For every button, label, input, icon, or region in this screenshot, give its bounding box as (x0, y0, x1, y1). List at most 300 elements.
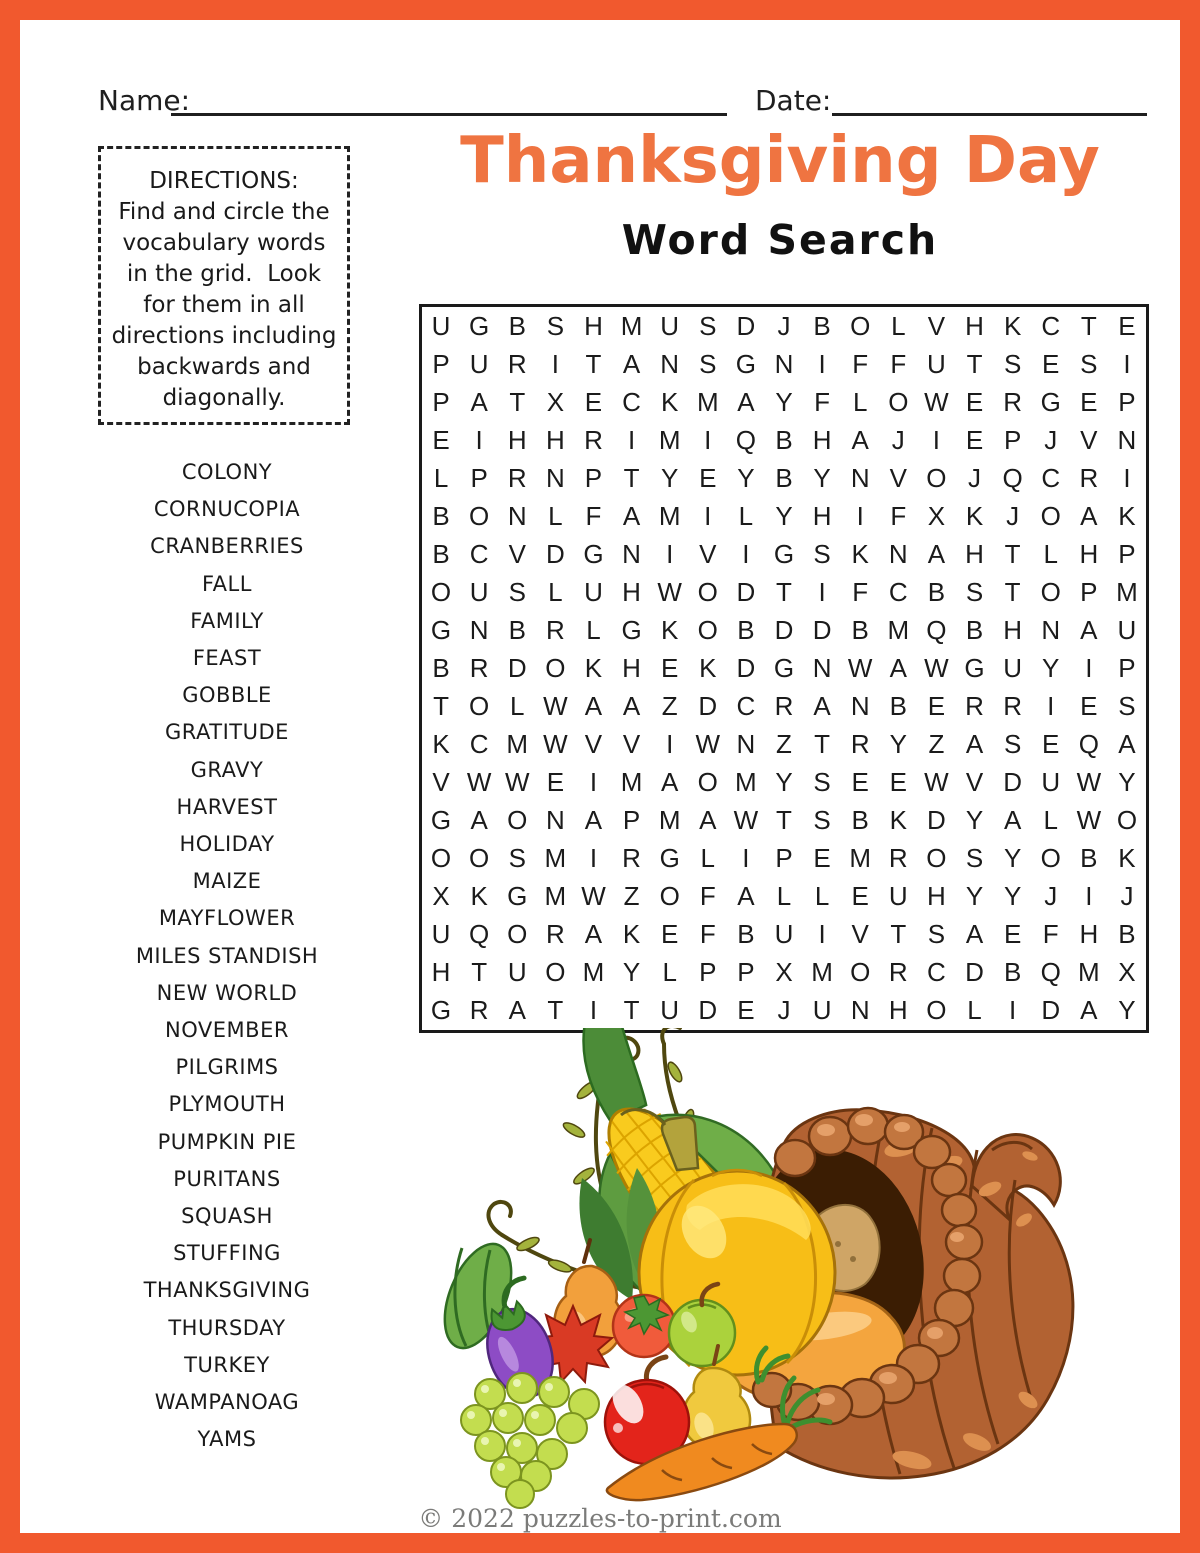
grid-cell: A (813, 691, 831, 722)
grid-cell: H (888, 995, 908, 1026)
word-list-item: FAMILY (190, 608, 264, 633)
grid-cell: E (1080, 691, 1098, 722)
grid-cell: N (469, 614, 489, 645)
grid-cell: I (1123, 348, 1131, 379)
grid-cell: Y (661, 462, 679, 493)
grid-cell: N (545, 462, 565, 493)
grid-cell: O (469, 500, 490, 531)
grid-cell: D (507, 652, 527, 683)
grid-cell: I (1047, 691, 1055, 722)
word-list-item: PUMPKIN PIE (157, 1129, 297, 1154)
grid-cell: J (968, 462, 982, 493)
grid-cell: R (774, 691, 794, 722)
grid-cell: D (545, 538, 565, 569)
grid-cell: H (431, 957, 451, 988)
grid-cell: C (888, 576, 908, 607)
grid-cell: I (475, 424, 483, 455)
grid-cell: X (1118, 957, 1136, 988)
grid-cell: I (742, 843, 750, 874)
grid-cell: E (432, 424, 450, 455)
grid-cell: O (430, 576, 452, 607)
grid-cell: O (507, 805, 528, 836)
grid-cell: W (733, 805, 759, 836)
grid-cell: R (545, 614, 565, 645)
directions-line: backwards and (137, 354, 311, 380)
grid-cell: Y (1118, 995, 1136, 1026)
grid-cell: R (1003, 386, 1023, 417)
cornucopia-illustration (432, 1028, 1102, 1510)
grid-cell: B (851, 805, 869, 836)
grid-cell: I (666, 729, 674, 760)
grid-cell: N (888, 538, 908, 569)
grid-cell: O (888, 386, 909, 417)
page-subtitle: Word Search (621, 216, 939, 264)
directions-body (101, 197, 347, 414)
grid-cell: T (623, 462, 640, 493)
grid-cell: R (469, 652, 489, 683)
word-list-item: WAMPANOAG (154, 1390, 300, 1415)
grid-cell: L (967, 995, 982, 1026)
directions-line: for them in all (143, 292, 305, 318)
grid-cell: I (589, 767, 598, 798)
grid-cell: B (432, 500, 450, 531)
grid-cell: D (927, 805, 946, 836)
grid-cell: B (927, 576, 946, 607)
grid-cell: I (742, 538, 750, 569)
grid-cell: X (432, 881, 450, 912)
grid-cell: I (1085, 881, 1093, 912)
grid-cell: I (818, 919, 826, 950)
grid-cell: Y (775, 767, 793, 798)
grid-cell: U (660, 995, 680, 1026)
footer-credit: © 2022 puzzles-to-print.com (418, 1504, 782, 1533)
word-list-item: PLYMOUTH (168, 1092, 286, 1117)
grid-cell: O (1040, 576, 1061, 607)
grid-cell: R (850, 729, 870, 760)
grid-cell: H (622, 652, 641, 683)
grid-cell: B (889, 691, 907, 722)
grid-cell: S (813, 538, 831, 569)
grid-cell: E (965, 386, 984, 417)
grid-cell: P (1118, 538, 1136, 569)
grid-cell: W (1076, 805, 1102, 836)
grid-cell: Q (1002, 462, 1023, 493)
grid-cell: X (546, 386, 565, 417)
grid-cell: K (661, 386, 679, 417)
grid-cell: R (1079, 462, 1099, 493)
grid-cell: H (965, 310, 984, 341)
grid-cell: M (658, 805, 681, 836)
grid-cell: O (1040, 843, 1061, 874)
grid-cell: X (775, 957, 793, 988)
grid-cell: W (657, 576, 682, 607)
grid-cell: A (1080, 614, 1098, 645)
grid-cell: D (774, 614, 794, 645)
grid-cell: E (927, 691, 946, 722)
grid-cell: G (1040, 386, 1061, 417)
grid-cell: Y (737, 462, 755, 493)
grid-cell: O (697, 614, 718, 645)
grid-cell: S (1118, 691, 1136, 722)
grid-cell: G (773, 538, 795, 569)
grid-cell: G (430, 614, 452, 645)
grid-cell: N (850, 462, 870, 493)
grid-cell: H (965, 538, 984, 569)
grid-cell: H (812, 424, 832, 455)
grid-cell: C (469, 538, 489, 569)
grid-cell: I (551, 348, 559, 379)
word-list-item: PURITANS (173, 1166, 281, 1191)
date-label: Date: (755, 84, 832, 117)
grid-cell: A (1003, 805, 1022, 836)
grid-cell: Y (965, 805, 984, 836)
grid-cell: G (735, 348, 756, 379)
word-list-item: PILGRIMS (175, 1055, 279, 1080)
word-list-item: GRATITUDE (165, 720, 289, 745)
grid-cell: P (432, 386, 450, 417)
grid-cell: A (699, 805, 717, 836)
grid-cell: U (1041, 767, 1061, 798)
grid-cell: F (585, 500, 602, 531)
grid-cell: K (1003, 310, 1022, 341)
grid-cell: N (774, 348, 794, 379)
grid-cell: A (965, 919, 984, 950)
grid-cell: O (697, 576, 718, 607)
grid-cell: Z (928, 729, 945, 760)
grid-cell: Q (1040, 957, 1061, 988)
grid-cell: E (546, 767, 565, 798)
grid-cell: W (1076, 767, 1102, 798)
grid-cell: P (584, 462, 603, 493)
grid-cell: L (548, 500, 563, 531)
grid-cell: W (504, 767, 530, 798)
grid-cell: P (1080, 576, 1098, 607)
grid-cell: E (1080, 386, 1098, 417)
grid-cell: W (924, 386, 949, 417)
grid-cell: J (1120, 881, 1134, 912)
grid-cell: I (856, 500, 864, 531)
grid-cell: G (583, 538, 604, 569)
grid-cell: E (1003, 919, 1022, 950)
grid-cell: Y (965, 881, 984, 912)
grid-cell: Y (1003, 843, 1022, 874)
name-label: Name: (98, 84, 191, 117)
grid-cell: R (965, 691, 984, 722)
grid-cell: Q (469, 919, 490, 950)
grid-cell: L (738, 500, 754, 531)
grid-cell: I (818, 576, 826, 607)
grid-cell: I (589, 843, 598, 874)
grid-cell: O (926, 995, 947, 1026)
grid-cell: G (964, 652, 985, 683)
grid-cell: O (507, 919, 528, 950)
grid-cell: B (775, 462, 793, 493)
grid-cell: M (544, 881, 567, 912)
grid-cell: B (851, 614, 869, 645)
grid-cell: T (890, 919, 907, 950)
directions-line: in the grid. Look (126, 261, 322, 287)
grid-cell: R (469, 995, 489, 1026)
grid-cell: O (926, 843, 947, 874)
grid-cell: E (661, 652, 679, 683)
grid-cell: O (469, 843, 490, 874)
grid-cell: E (965, 424, 984, 455)
grid-cell: D (698, 691, 718, 722)
grid-cell: V (508, 538, 526, 569)
grid-cell: G (659, 843, 680, 874)
grid-cell: W (543, 729, 568, 760)
grid-cell: I (704, 500, 712, 531)
grid-cell: P (775, 843, 793, 874)
grid-cell: O (1040, 500, 1061, 531)
grid-cell: Z (776, 729, 792, 760)
grid-cell: A (851, 424, 869, 455)
grid-cell: A (470, 386, 488, 417)
grid-cell: T (1004, 538, 1021, 569)
grid-cell: M (811, 957, 833, 988)
grid-cell: O (545, 957, 566, 988)
grid-cell: H (1003, 614, 1023, 645)
grid-cell: W (543, 691, 568, 722)
grid-cell: M (849, 843, 872, 874)
grid-cell: T (776, 805, 792, 836)
grid-cell: B (775, 424, 793, 455)
grid-cell: A (737, 881, 755, 912)
grid-cell: I (1085, 652, 1093, 683)
grid-cell: J (891, 424, 905, 455)
grid-cell: M (735, 767, 757, 798)
grid-cell: T (433, 691, 449, 722)
grid-cell: S (813, 767, 831, 798)
grid-cell: P (432, 348, 450, 379)
grid-cell: U (812, 995, 832, 1026)
grid-cell: M (620, 310, 643, 341)
grid-cell: G (430, 805, 452, 836)
grid-cell: M (506, 729, 529, 760)
word-list-item: GOBBLE (182, 683, 272, 708)
grid-cell: C (1041, 310, 1061, 341)
grid-cell: U (469, 348, 489, 379)
grid-cell: R (507, 348, 527, 379)
grid-cell: V (432, 767, 450, 798)
grid-cell: L (852, 386, 868, 417)
grid-cell: Y (622, 957, 641, 988)
grid-cell: V (584, 729, 603, 760)
grid-cell: D (736, 652, 756, 683)
grid-cell: B (432, 652, 450, 683)
grid-cell: W (847, 652, 873, 683)
grid-cell: J (777, 310, 791, 341)
grid-cell: L (891, 310, 906, 341)
grid-cell: D (1041, 995, 1061, 1026)
word-list-item: GRAVY (190, 757, 264, 782)
grid-cell: G (507, 881, 528, 912)
grid-cell: M (1078, 957, 1100, 988)
grid-cell: A (470, 805, 488, 836)
word-list-item: FALL (202, 571, 252, 596)
grid-cell: U (507, 957, 527, 988)
grid-cell: U (584, 576, 603, 607)
grid-cell: F (814, 386, 831, 417)
tomato-illustration (613, 1295, 675, 1357)
grid-cell: A (584, 805, 603, 836)
grid-cell: U (1117, 614, 1137, 645)
grid-cell: I (589, 995, 598, 1026)
grid-cell: S (508, 843, 526, 874)
grid-cell: O (430, 843, 452, 874)
grid-cell: K (584, 652, 603, 683)
directions-line: directions including (111, 323, 337, 349)
grid-cell: L (776, 881, 792, 912)
grid-cell: T (814, 729, 831, 760)
grid-cell: U (431, 310, 451, 341)
word-list-item: FEAST (192, 646, 262, 671)
grid-cell: F (1042, 919, 1059, 950)
grid-cell: F (890, 500, 907, 531)
word-list-item: CORNUCOPIA (153, 497, 301, 522)
word-list-item: MAYFLOWER (158, 906, 296, 931)
grid-cell: D (1003, 767, 1023, 798)
word-list-item: COLONY (181, 460, 273, 484)
grid-cell: J (1044, 424, 1058, 455)
grid-cell: D (736, 310, 756, 341)
grid-cell: R (888, 957, 908, 988)
grid-cell: I (818, 348, 826, 379)
grid-cell: F (699, 919, 716, 950)
grid-cell: P (622, 805, 641, 836)
grid-cell: L (548, 576, 563, 607)
grid-cell: Y (775, 500, 793, 531)
grid-cell: G (430, 995, 452, 1026)
word-list-item: STUFFING (173, 1241, 281, 1266)
grid-cell: E (851, 881, 869, 912)
grid-cell: U (1003, 652, 1023, 683)
grid-cell: B (737, 614, 755, 645)
grid-cell: N (622, 538, 641, 569)
grid-cell: M (582, 957, 605, 988)
grid-cell: D (736, 576, 756, 607)
grid-cell: L (510, 691, 525, 722)
grid-cell: B (1080, 843, 1098, 874)
grid-cell: S (1080, 348, 1098, 379)
word-list-item: THANKSGIVING (143, 1278, 311, 1303)
grid-cell: L (586, 614, 601, 645)
grid-cell: O (469, 691, 490, 722)
grid-cell: F (699, 881, 716, 912)
grid-cell: L (1043, 805, 1058, 836)
grid-cell: T (509, 386, 526, 417)
grid-cell: Y (775, 386, 793, 417)
grid-cell: J (1006, 500, 1020, 531)
grid-cell: E (699, 462, 717, 493)
grid-cell: B (508, 614, 526, 645)
grid-cell: A (622, 500, 641, 531)
grid-cell: N (660, 348, 680, 379)
grid-cell: T (776, 576, 792, 607)
grid-cell: A (622, 691, 641, 722)
grid-cell: Y (813, 462, 831, 493)
grid-cell: A (889, 652, 907, 683)
word-list (98, 454, 356, 1458)
grid-cell: A (661, 767, 679, 798)
grid-cell: S (1003, 348, 1022, 379)
grid-cell: J (1044, 881, 1058, 912)
grid-cell: O (850, 957, 871, 988)
grid-cell: P (470, 462, 488, 493)
date-blank-line (832, 113, 1147, 116)
grid-cell: L (814, 881, 830, 912)
grid-cell: D (965, 957, 984, 988)
grid-cell: A (584, 691, 603, 722)
grid-cell: A (927, 538, 946, 569)
grid-cell: O (659, 881, 680, 912)
grid-cell: X (927, 500, 946, 531)
grid-cell: W (695, 729, 721, 760)
grid-cell: Y (1042, 652, 1060, 683)
grid-cell: T (547, 995, 564, 1026)
grid-cell: U (927, 348, 946, 379)
grid-cell: I (666, 538, 674, 569)
word-list-item: MAIZE (192, 869, 262, 894)
word-list-item: SQUASH (181, 1204, 273, 1229)
grid-cell: Q (735, 424, 756, 455)
grid-cell: O (1116, 805, 1138, 836)
grid-cell: R (622, 843, 641, 874)
grid-cell: U (660, 310, 680, 341)
grid-cell: K (699, 652, 717, 683)
word-list-item: NOVEMBER (165, 1018, 289, 1043)
grid-cell: V (622, 729, 641, 760)
grid-cell: I (1009, 995, 1017, 1026)
grid-cell: A (965, 729, 984, 760)
word-list-item: HARVEST (176, 794, 278, 819)
grid-cell: F (890, 348, 907, 379)
grid-cell: N (850, 995, 870, 1026)
grid-cell: L (1043, 538, 1058, 569)
grid-cell: I (1123, 462, 1131, 493)
grid-cell: E (584, 386, 603, 417)
grid-cell: B (432, 538, 450, 569)
word-list-item: MILES STANDISH (135, 943, 319, 968)
grid-cell: V (699, 538, 717, 569)
grid-cell: A (1118, 729, 1136, 760)
grid-cell: C (927, 957, 946, 988)
grid-cell: K (622, 919, 641, 950)
grid-cell: N (850, 691, 870, 722)
grid-cell: R (545, 919, 565, 950)
grid-cell: N (1117, 424, 1137, 455)
grid-cell: T (585, 348, 602, 379)
grid-cell: C (622, 386, 641, 417)
grid-cell: S (508, 576, 526, 607)
word-list-item: TURKEY (184, 1352, 270, 1377)
puzzle-grid (419, 304, 1149, 1033)
grid-cell: E (1042, 348, 1060, 379)
grid-cell: H (1079, 538, 1099, 569)
grid-cell: M (1116, 576, 1138, 607)
grid-cell: M (658, 500, 681, 531)
grid-cell: H (584, 310, 603, 341)
grid-cell: V (927, 310, 946, 341)
grid-cell: S (699, 348, 717, 379)
grid-cell: N (736, 729, 756, 760)
grid-cell: R (888, 843, 908, 874)
grid-cell: S (699, 310, 717, 341)
grid-cell: C (736, 691, 756, 722)
grid-cell: B (813, 310, 831, 341)
grid-cell: T (966, 348, 983, 379)
grid-cell: P (1118, 386, 1136, 417)
